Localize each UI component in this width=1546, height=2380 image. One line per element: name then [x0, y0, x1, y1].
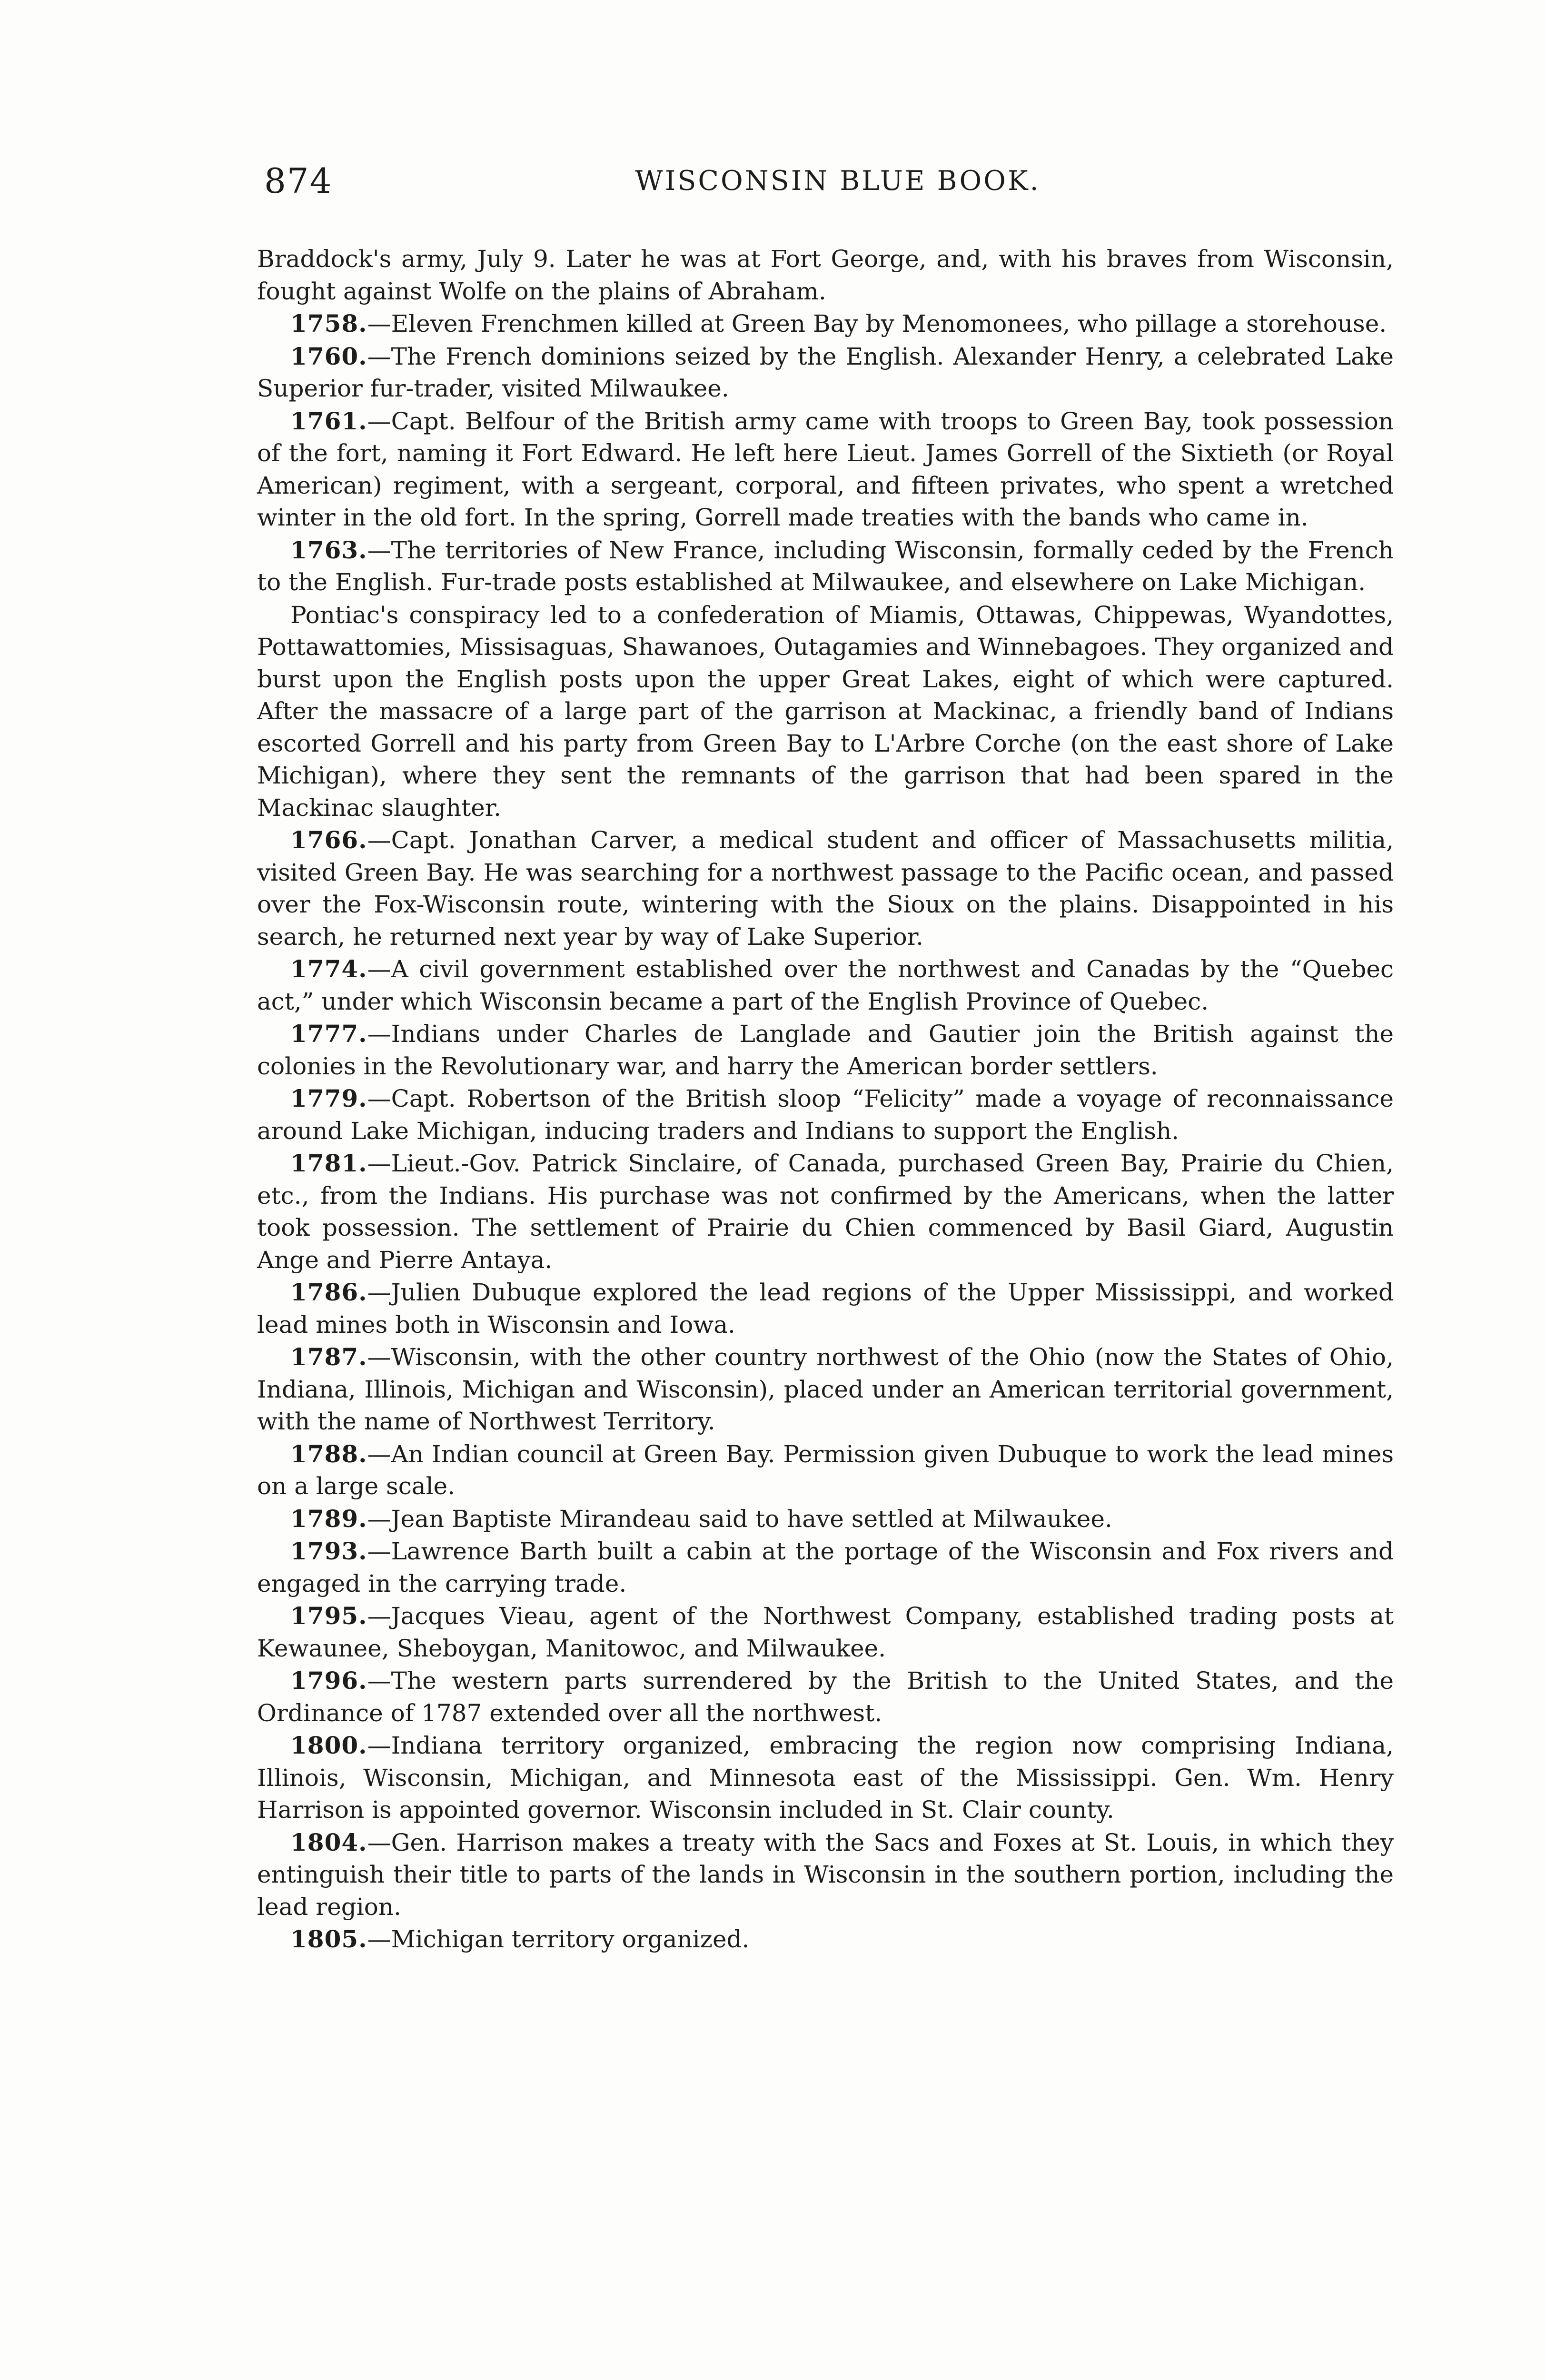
entry-year: 1758. [290, 309, 367, 337]
entry-year: 1786. [290, 1278, 367, 1306]
entry-year: 1789. [290, 1504, 367, 1533]
paragraph-continuation [257, 243, 1394, 307]
entry-text: —The French dominions seized by the English. Alexander Henry, a celebrated Lake Superior fur-trader, visited Milwaukee. [257, 342, 1394, 402]
page-number: 874 [264, 161, 333, 201]
entry-text: —A civil government established over the northwest and Canadas by the “Quebec act,” under which Wisconsin became a part of the English Province of Quebec. [257, 955, 1394, 1015]
entry-year: 1787. [290, 1343, 367, 1371]
paragraph-1781 [257, 1147, 1394, 1276]
paragraph-1786 [257, 1276, 1394, 1341]
entry-text: —Lieut.-Gov. Patrick Sinclaire, of Canada, purchased Green Bay, Prairie du Chien, etc., from the Indians. His purchase was not confirmed by the Americans, when the latter took possession. The settlement of Prairie du Chien commenced by Basil Giard, Augustin Ange and Pierre Antaya. [257, 1150, 1394, 1274]
entry-year: 1760. [290, 342, 367, 370]
entry-text: Braddock's army, July 9. Later he was at Fort George, and, with his braves from Wisconsin, fought against Wolfe on the plains of Abraham. [257, 245, 1394, 305]
paragraph-1800 [257, 1729, 1394, 1826]
paragraph-1787 [257, 1341, 1394, 1438]
entry-text: —Wisconsin, with the other country northwest of the Ohio (now the States of Ohio, Indiana, Illinois, Michigan and Wisconsin), placed under an American territorial government, with the name of Northwest Territory. [257, 1343, 1394, 1435]
entry-text: —Jacques Vieau, agent of the Northwest Company, established trading posts at Kewaunee, Sheboygan, Manitowoc, and Milwaukee. [257, 1602, 1394, 1662]
entry-year: 1766. [290, 826, 367, 854]
entry-year: 1777. [290, 1020, 367, 1048]
entry-text: —The western parts surrendered by the British to the United States, and the Ordinance of 1787 extended over all the northwest. [257, 1667, 1394, 1727]
entry-year: 1779. [290, 1084, 367, 1112]
running-head: WISCONSIN BLUE BOOK. [635, 165, 1041, 197]
paragraph-1805 [257, 1923, 1394, 1956]
paragraph-1766 [257, 824, 1394, 953]
entry-text: —Gen. Harrison makes a treaty with the Sacs and Foxes at St. Louis, in which they entinguish their title to parts of the lands in Wisconsin in the southern portion, including the lead region. [257, 1828, 1394, 1921]
paragraph-1793 [257, 1535, 1394, 1600]
paragraph-1774 [257, 953, 1394, 1018]
page-header [264, 157, 1392, 205]
entry-year: 1761. [290, 407, 367, 435]
body-text [257, 243, 1394, 1956]
paragraph-1777 [257, 1018, 1394, 1082]
entry-text: —Capt. Jonathan Carver, a medical student and officer of Massachusetts militia, visited Green Bay. He was searching for a northwest passage to the Pacific ocean, and passed over the Fox-Wisconsin route, wintering with the Sioux on the plains. Disappointed in his search, he returned next year by way of Lake Superior. [257, 826, 1394, 951]
paragraph-1763 [257, 534, 1394, 599]
entry-year: 1781. [290, 1149, 367, 1177]
entry-text: —Indiana territory organized, embracing the region now comprising Indiana, Illinois, Wisconsin, Michigan, and Minnesota east of the Mississippi. Gen. Wm. Henry Harrison is appointed governor. Wisconsin included in St. Clair county. [257, 1732, 1394, 1824]
entry-text: —Lawrence Barth built a cabin at the portage of the Wisconsin and Fox rivers and engaged in the carrying trade. [257, 1537, 1394, 1597]
entry-year: 1793. [290, 1537, 367, 1565]
entry-year: 1796. [290, 1666, 367, 1695]
paragraph-1779 [257, 1082, 1394, 1147]
paragraph-1804 [257, 1826, 1394, 1924]
paragraph-1788 [257, 1438, 1394, 1503]
paragraph-1789 [257, 1503, 1394, 1536]
entry-year: 1788. [290, 1439, 367, 1468]
paragraph-1796 [257, 1665, 1394, 1729]
entry-year: 1800. [290, 1731, 367, 1759]
entry-year: 1804. [290, 1828, 367, 1856]
entry-text: —Julien Dubuque explored the lead regions of the Upper Mississippi, and worked lead mines both in Wisconsin and Iowa. [257, 1279, 1394, 1339]
entry-year: 1805. [290, 1925, 367, 1953]
paragraph-1761 [257, 405, 1394, 534]
entry-text: —The territories of New France, including Wisconsin, formally ceded by the French to the English. Fur-trade posts established at Milwaukee, and elsewhere on Lake Michigan. [257, 536, 1394, 596]
entry-year: 1795. [290, 1602, 367, 1630]
entry-text: —Michigan territory organized. [367, 1925, 750, 1953]
entry-text: —An Indian council at Green Bay. Permission given Dubuque to work the lead mines on a large scale. [257, 1440, 1394, 1500]
entry-text: —Indians under Charles de Langlade and Gautier join the British against the colonies in the Revolutionary war, and harry the American border settlers. [257, 1020, 1394, 1080]
entry-text: Pontiac's conspiracy led to a confederation of Miamis, Ottawas, Chippewas, Wyandottes, Pottawattomies, Missisaguas, Shawanoes, Outagamies and Winnebagoes. They organized and burst upon the English posts upon the upper Great Lakes, eight of which were captured. After the massacre of a large part of the garrison at Mackinac, a friendly band of Indians escorted Gorrell and his party from Green Bay to L'Arbre Corche (on the east shore of Lake Michigan), where they sent the remnants of the garrison that had been spared in the Mackinac slaughter. [257, 601, 1394, 822]
entry-year: 1763. [290, 536, 367, 564]
entry-text: —Capt. Belfour of the British army came with troops to Green Bay, took possession of the fort, naming it Fort Edward. He left here Lieut. James Gorrell of the Sixtieth (or Royal American) regiment, with a sergeant, corporal, and fifteen privates, who spent a wretched winter in the old fort. In the spring, Gorrell made treaties with the bands who came in. [257, 407, 1394, 531]
paragraph-pontiac [257, 599, 1394, 824]
entry-text: —Jean Baptiste Mirandeau said to have settled at Milwaukee. [367, 1505, 1112, 1533]
entry-year: 1774. [290, 955, 367, 983]
paragraph-1760 [257, 340, 1394, 405]
paragraph-1758 [257, 307, 1394, 340]
entry-text: —Capt. Robertson of the British sloop “Felicity” made a voyage of reconnaissance around Lake Michigan, inducing traders and Indians to support the English. [257, 1085, 1394, 1145]
paragraph-1795 [257, 1600, 1394, 1665]
entry-text: —Eleven Frenchmen killed at Green Bay by Menomonees, who pillage a storehouse. [367, 310, 1387, 337]
